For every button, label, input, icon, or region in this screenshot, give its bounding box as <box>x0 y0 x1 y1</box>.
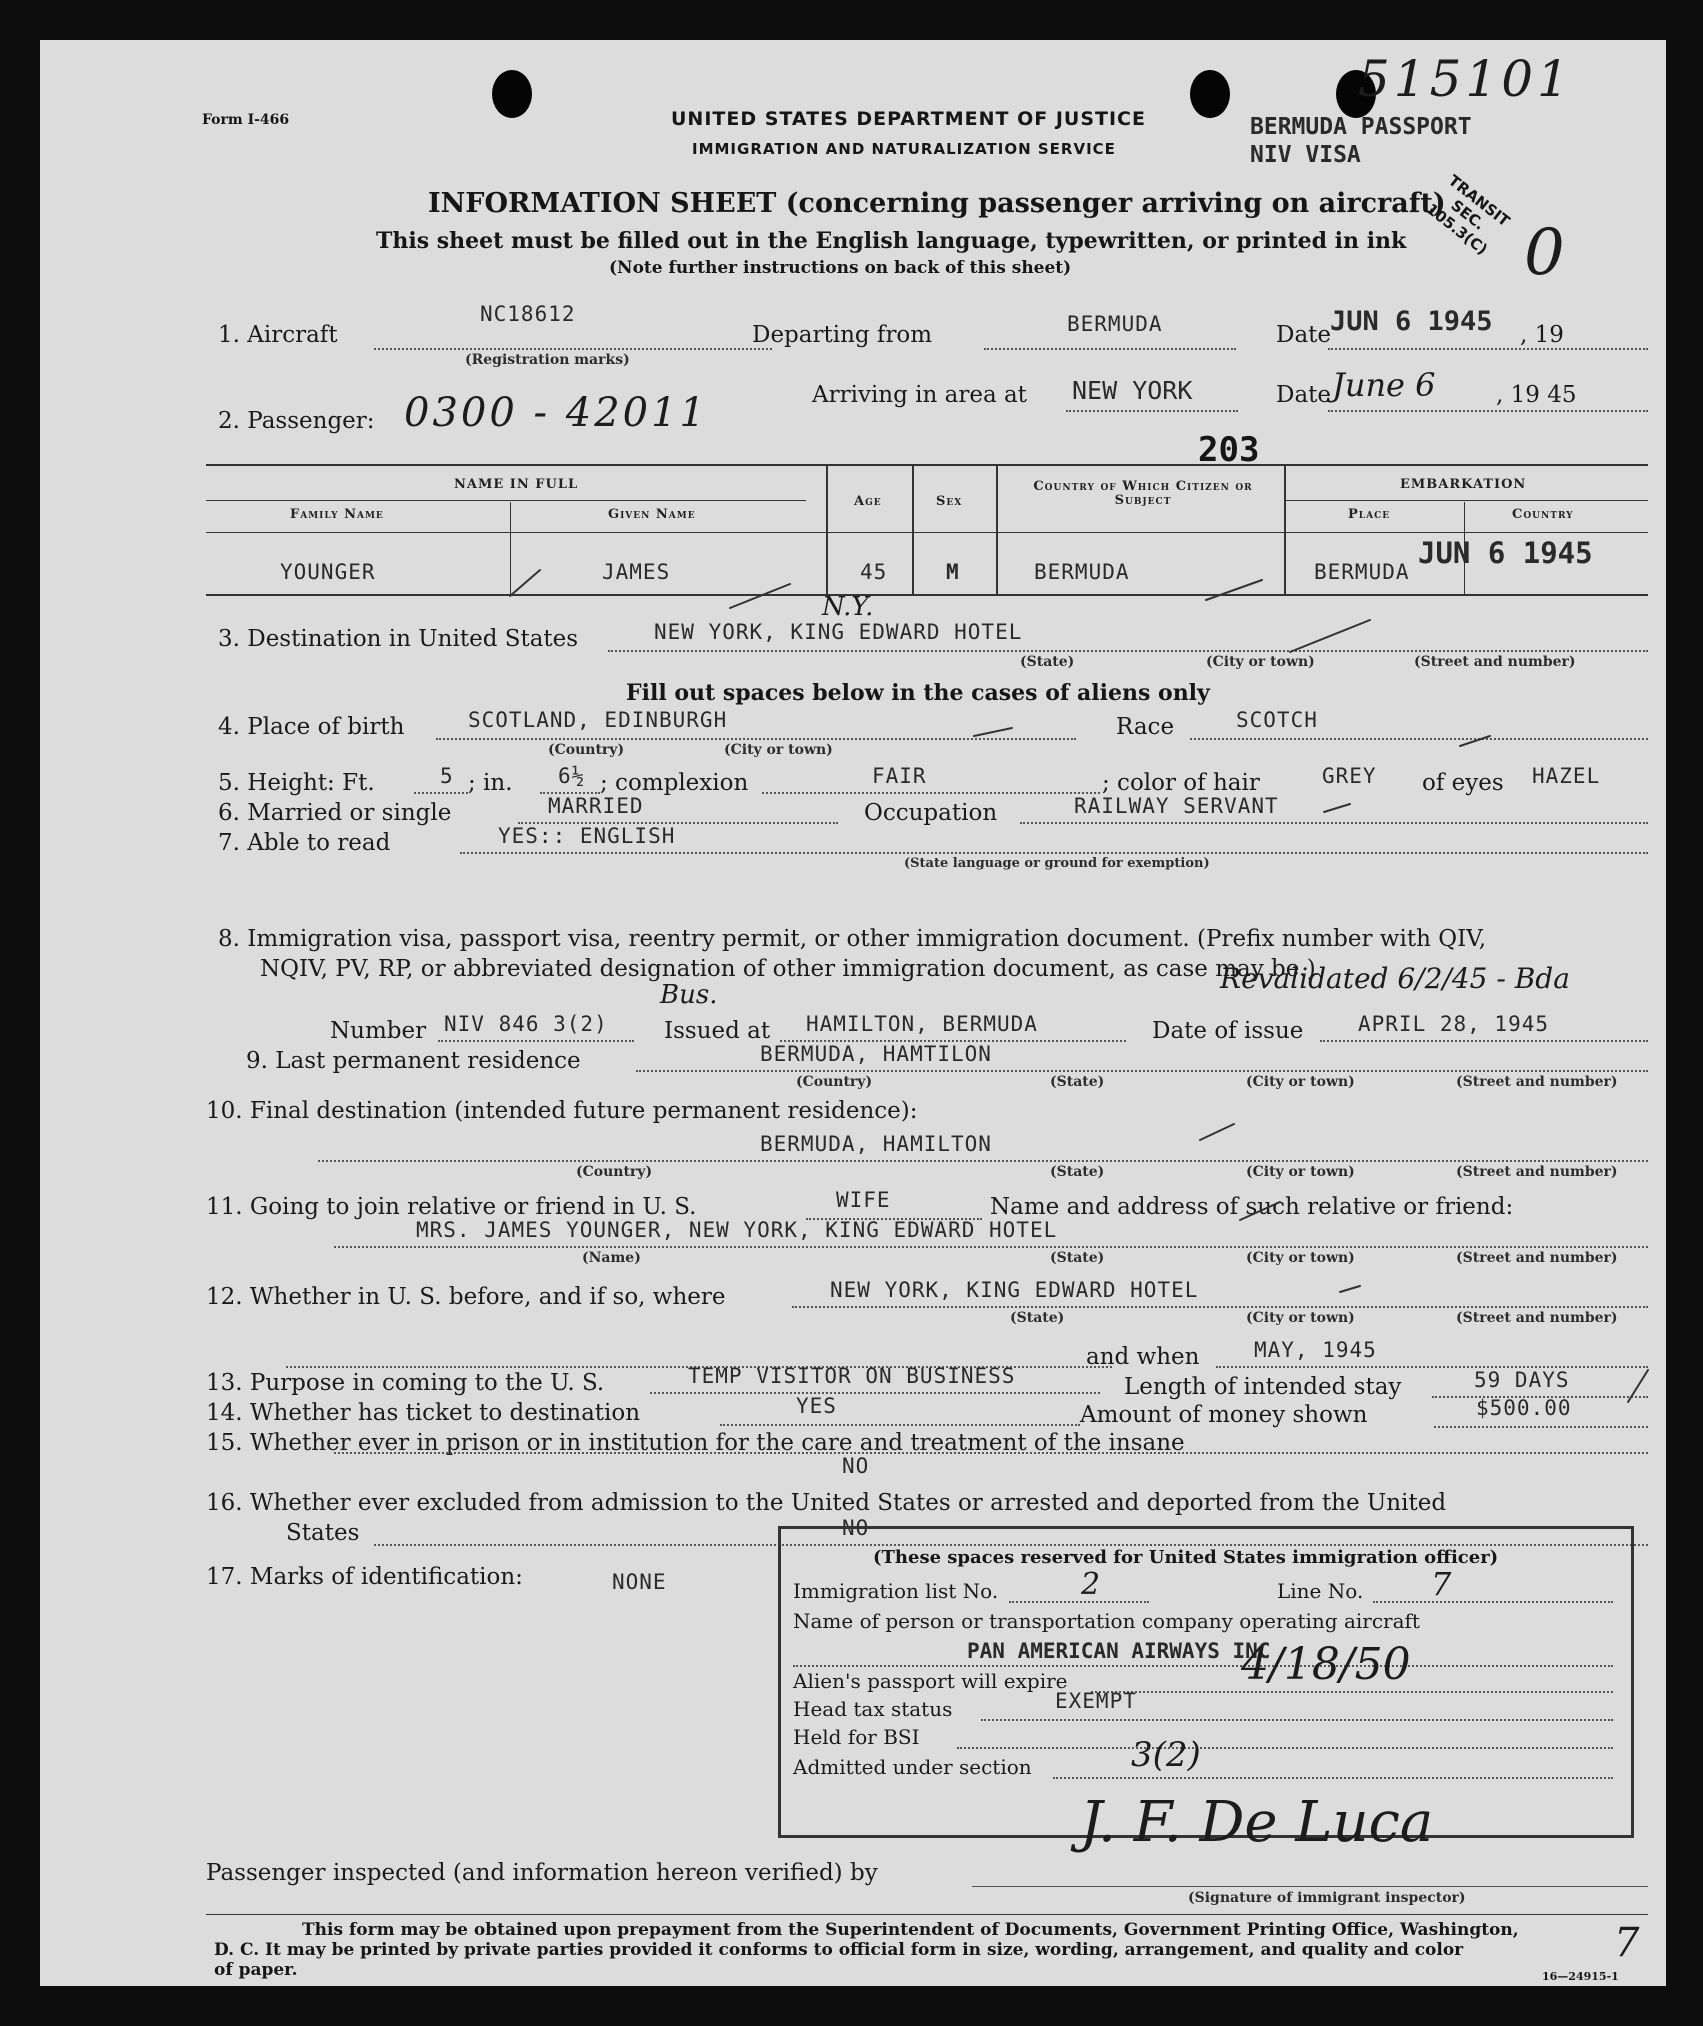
fd-cap-street: (Street and number) <box>1456 1164 1618 1180</box>
sheet-note: (Note further instructions on back of this sheet) <box>609 258 1072 278</box>
col-header-place: Place <box>1348 507 1391 522</box>
transit-stamp: TRANSIT SEC. 105.3(C) <box>1422 171 1514 259</box>
tick-final-dest <box>1200 1124 1234 1140</box>
corner-mark: 7 <box>1614 1920 1640 1966</box>
aircraft-label: 1. Aircraft <box>218 322 338 348</box>
departure-year-prefix: , 19 <box>1520 322 1564 348</box>
height-feet: 5 <box>440 764 454 788</box>
head-tax-label: Head tax status <box>793 1697 953 1721</box>
destination-hand-note: N.Y. <box>822 592 874 622</box>
birth-label: 4. Place of birth <box>218 714 405 740</box>
department-title: UNITED STATES DEPARTMENT OF JUSTICE <box>671 108 1146 130</box>
col-header-given: Given Name <box>608 507 696 522</box>
visa-hand-revalidated: Revalidated 6/2/45 - Bda <box>1220 962 1570 995</box>
final-dest-label: 10. Final destination (intended future permanent residence): <box>206 1098 918 1124</box>
bef-cap-city: (City or town) <box>1246 1310 1355 1326</box>
admitted-section-value: 3(2) <box>1131 1735 1201 1775</box>
admitted-section-label: Admitted under section <box>793 1755 1032 1779</box>
read-caption: (State language or ground for exemption) <box>904 856 1210 871</box>
tick-birth <box>974 728 1012 736</box>
sheet-subtitle: This sheet must be filled out in the English language, typewritten, or printed in ink <box>376 228 1407 254</box>
residence-label: 9. Last permanent residence <box>246 1048 581 1074</box>
money-value: $500.00 <box>1476 1396 1572 1420</box>
circle-mark: 0 <box>1524 216 1565 290</box>
read-label: 7. Able to read <box>218 830 391 856</box>
embark-place: BERMUDA <box>1314 560 1410 584</box>
arrival-date-hand: June 6 <box>1332 366 1436 404</box>
hair-value: GREY <box>1322 764 1377 788</box>
excluded-label-1: 16. Whether ever excluded from admission to the United States or arrested and deported from the United <box>206 1490 1447 1516</box>
tick-race <box>1460 736 1490 746</box>
complexion-value: FAIR <box>872 764 927 788</box>
read-value: YES:: ENGLISH <box>498 824 676 848</box>
given-name: JAMES <box>602 560 671 584</box>
table-mark: 203 <box>1198 430 1260 470</box>
rel-cap-state: (State) <box>1050 1250 1105 1266</box>
inches-label: ; in. <box>468 770 513 796</box>
col-header-age: Age <box>854 494 882 509</box>
purpose-label: 13. Purpose in coming to the U. S. <box>206 1370 605 1396</box>
departure-date-stamp: JUN 6 1945 <box>1330 306 1493 337</box>
rel-cap-name: (Name) <box>582 1250 641 1266</box>
family-name: YOUNGER <box>280 560 376 584</box>
tick-family <box>510 570 540 596</box>
immigration-list-label: Immigration list No. <box>793 1579 999 1603</box>
citizen-country: BERMUDA <box>1034 560 1130 584</box>
visa-hand-bus: Bus. <box>660 980 718 1010</box>
footer-line-1: This form may be obtained upon prepayment from the Superintendent of Documents, Government Printing Office, Washington, <box>302 1920 1519 1940</box>
sex: M <box>946 560 960 584</box>
occupation-label: Occupation <box>864 800 998 826</box>
stay-label: Length of intended stay <box>1124 1374 1402 1400</box>
passport-expire-value: 4/18/50 <box>1241 1639 1411 1690</box>
marks-value: NONE <box>612 1570 667 1594</box>
officer-box-title: (These spaces reserved for United States immigration officer) <box>873 1547 1499 1568</box>
hair-label: ; color of hair <box>1102 770 1260 796</box>
fd-cap-country: (Country) <box>576 1164 653 1180</box>
tick-before <box>1340 1286 1360 1292</box>
passport-expire-label: Alien's passport will expire <box>793 1669 1068 1693</box>
stay-value: 59 DAYS <box>1474 1368 1570 1392</box>
married-value: MARRIED <box>548 794 644 818</box>
birth-cap-city: (City or town) <box>724 742 833 758</box>
tick-relative <box>1240 1202 1280 1220</box>
visa-number: NIV 846 3(2) <box>444 1012 608 1036</box>
when-label: and when <box>1086 1344 1200 1370</box>
aircraft-registration: NC18612 <box>480 302 576 326</box>
file-number: 515101 <box>1358 50 1573 108</box>
fd-cap-state: (State) <box>1050 1164 1105 1180</box>
departure-date-label: Date <box>1276 322 1332 348</box>
line-no-value: 7 <box>1431 1565 1452 1603</box>
excluded-label-2: States <box>286 1520 360 1546</box>
company-label: Name of person or transportation company operating aircraft <box>793 1609 1420 1633</box>
dest-cap-city: (City or town) <box>1206 654 1315 670</box>
final-dest-value: BERMUDA, HAMILTON <box>760 1132 992 1156</box>
departing-label: Departing from <box>752 322 933 348</box>
issued-at-label: Issued at <box>664 1018 771 1044</box>
passenger-number: 0300 - 42011 <box>404 390 708 436</box>
res-cap-state: (State) <box>1050 1074 1105 1090</box>
res-cap-street: (Street and number) <box>1456 1074 1618 1090</box>
issued-at-value: HAMILTON, BERMUDA <box>806 1012 1038 1036</box>
visa-label-1: 8. Immigration visa, passport visa, reentry permit, or other immigration document. (Prefix number with QIV, <box>218 926 1487 952</box>
held-for-bsi-label: Held for BSI <box>793 1725 920 1749</box>
col-header-citizen-country: Country of Which Citizen or Subject <box>1033 479 1253 508</box>
service-title: IMMIGRATION AND NATURALIZATION SERVICE <box>692 140 1116 158</box>
marks-label: 17. Marks of identification: <box>206 1564 523 1590</box>
purpose-value: TEMP VISITOR ON BUSINESS <box>688 1364 1016 1388</box>
aliens-only-header: Fill out spaces below in the cases of aliens only <box>626 680 1210 706</box>
departing-value: BERMUDA <box>1067 312 1163 336</box>
money-label: Amount of money shown <box>1080 1402 1368 1428</box>
visa-number-label: Number <box>330 1018 427 1044</box>
tick-destination <box>1290 620 1370 652</box>
residence-value: BERMUDA, HAMTILON <box>760 1042 992 1066</box>
tick-stay <box>1628 1370 1648 1402</box>
visa-label-2: NQIV, PV, RP, or abbreviated designation of other immigration document, as case may be.) <box>260 956 1316 982</box>
signature-caption: (Signature of immigrant inspector) <box>1188 1890 1466 1906</box>
col-header-family: Family Name <box>290 507 384 522</box>
immigration-list-value: 2 <box>1081 1567 1101 1602</box>
occupation-value: RAILWAY SERVANT <box>1074 794 1279 818</box>
prison-label: 15. Whether ever in prison or in institution for the care and treatment of the insane <box>206 1430 1185 1456</box>
stamp-bermuda-passport: BERMUDA PASSPORT <box>1250 114 1472 140</box>
arriving-value: NEW YORK <box>1072 376 1193 405</box>
height-inches: 6½ <box>558 764 586 788</box>
tick-citizen <box>1206 580 1262 600</box>
relative-value: WIFE <box>836 1188 891 1212</box>
footer-line-2: D. C. It may be printed by private parties provided it conforms to official form in size, wording, arrangement, and quality and color <box>214 1940 1464 1960</box>
stamp-niv-visa: NIV VISA <box>1250 142 1361 168</box>
arriving-label: Arriving in area at <box>812 382 1027 408</box>
inspection-label: Passenger inspected (and information hereon verified) by <box>206 1860 878 1886</box>
race-label: Race <box>1116 714 1175 740</box>
relative-address: MRS. JAMES YOUNGER, NEW YORK, KING EDWARD HOTEL <box>416 1218 1058 1242</box>
inspector-signature: J. F. De Luca <box>1080 1790 1434 1855</box>
rel-cap-street: (Street and number) <box>1456 1250 1618 1266</box>
fd-cap-city: (City or town) <box>1246 1164 1355 1180</box>
check-marks-overlay <box>40 40 1666 1986</box>
ticket-label: 14. Whether has ticket to destination <box>206 1400 641 1426</box>
arrival-year: , 19 45 <box>1496 382 1577 408</box>
before-value: NEW YORK, KING EDWARD HOTEL <box>830 1278 1199 1302</box>
bef-cap-street: (Street and number) <box>1456 1310 1618 1326</box>
height-label: 5. Height: Ft. <box>218 770 375 796</box>
when-value: MAY, 1945 <box>1254 1338 1377 1362</box>
relative-label: 11. Going to join relative or friend in U. S. <box>206 1194 697 1220</box>
col-header-sex: Sex <box>936 494 963 509</box>
married-label: 6. Married or single <box>218 800 452 826</box>
destination-value: NEW YORK, KING EDWARD HOTEL <box>654 620 1023 644</box>
dest-cap-street: (Street and number) <box>1414 654 1576 670</box>
tick-occupation <box>1324 804 1350 812</box>
sheet-title: INFORMATION SHEET (concerning passenger arriving on aircraft) <box>428 188 1446 219</box>
col-header-name-in-full: NAME IN FULL <box>454 477 579 492</box>
date-of-issue-value: APRIL 28, 1945 <box>1358 1012 1550 1036</box>
birth-cap-country: (Country) <box>548 742 625 758</box>
bef-cap-state: (State) <box>1010 1310 1065 1326</box>
before-label: 12. Whether in U. S. before, and if so, where <box>206 1284 726 1310</box>
eyes-label: of eyes <box>1422 770 1504 796</box>
date-of-issue-label: Date of issue <box>1152 1018 1304 1044</box>
destination-label: 3. Destination in United States <box>218 626 579 652</box>
col-header-emb-country: Country <box>1512 507 1574 522</box>
race-value: SCOTCH <box>1236 708 1318 732</box>
res-cap-city: (City or town) <box>1246 1074 1355 1090</box>
complexion-label: ; complexion <box>600 770 749 796</box>
embark-date-stamp: JUN 6 1945 <box>1418 536 1593 570</box>
prison-value: NO <box>842 1454 870 1478</box>
birth-value: SCOTLAND, EDINBURGH <box>468 708 728 732</box>
age: 45 <box>860 560 888 584</box>
form-code: 16—24915-1 <box>1542 1970 1619 1983</box>
ticket-value: YES <box>796 1394 837 1418</box>
footer-line-3: of paper. <box>214 1960 298 1980</box>
eyes-value: HAZEL <box>1532 764 1601 788</box>
relative-name-label: Name and address of such relative or friend: <box>990 1194 1514 1220</box>
excluded-value: NO <box>842 1516 870 1540</box>
tick-given <box>730 584 790 608</box>
company-value: PAN AMERICAN AIRWAYS INC <box>967 1639 1271 1663</box>
line-no-label: Line No. <box>1277 1579 1364 1603</box>
form-sheet <box>40 40 1666 1986</box>
arrival-date-label: Date <box>1276 382 1332 408</box>
passenger-label: 2. Passenger: <box>218 408 375 434</box>
rel-cap-city: (City or town) <box>1246 1250 1355 1266</box>
dest-cap-state: (State) <box>1020 654 1075 670</box>
head-tax-value: EXEMPT <box>1055 1689 1137 1713</box>
res-cap-country: (Country) <box>796 1074 873 1090</box>
registration-caption: (Registration marks) <box>465 352 630 368</box>
form-number: Form I-466 <box>202 112 290 128</box>
col-header-embarkation: EMBARKATION <box>1400 477 1527 492</box>
